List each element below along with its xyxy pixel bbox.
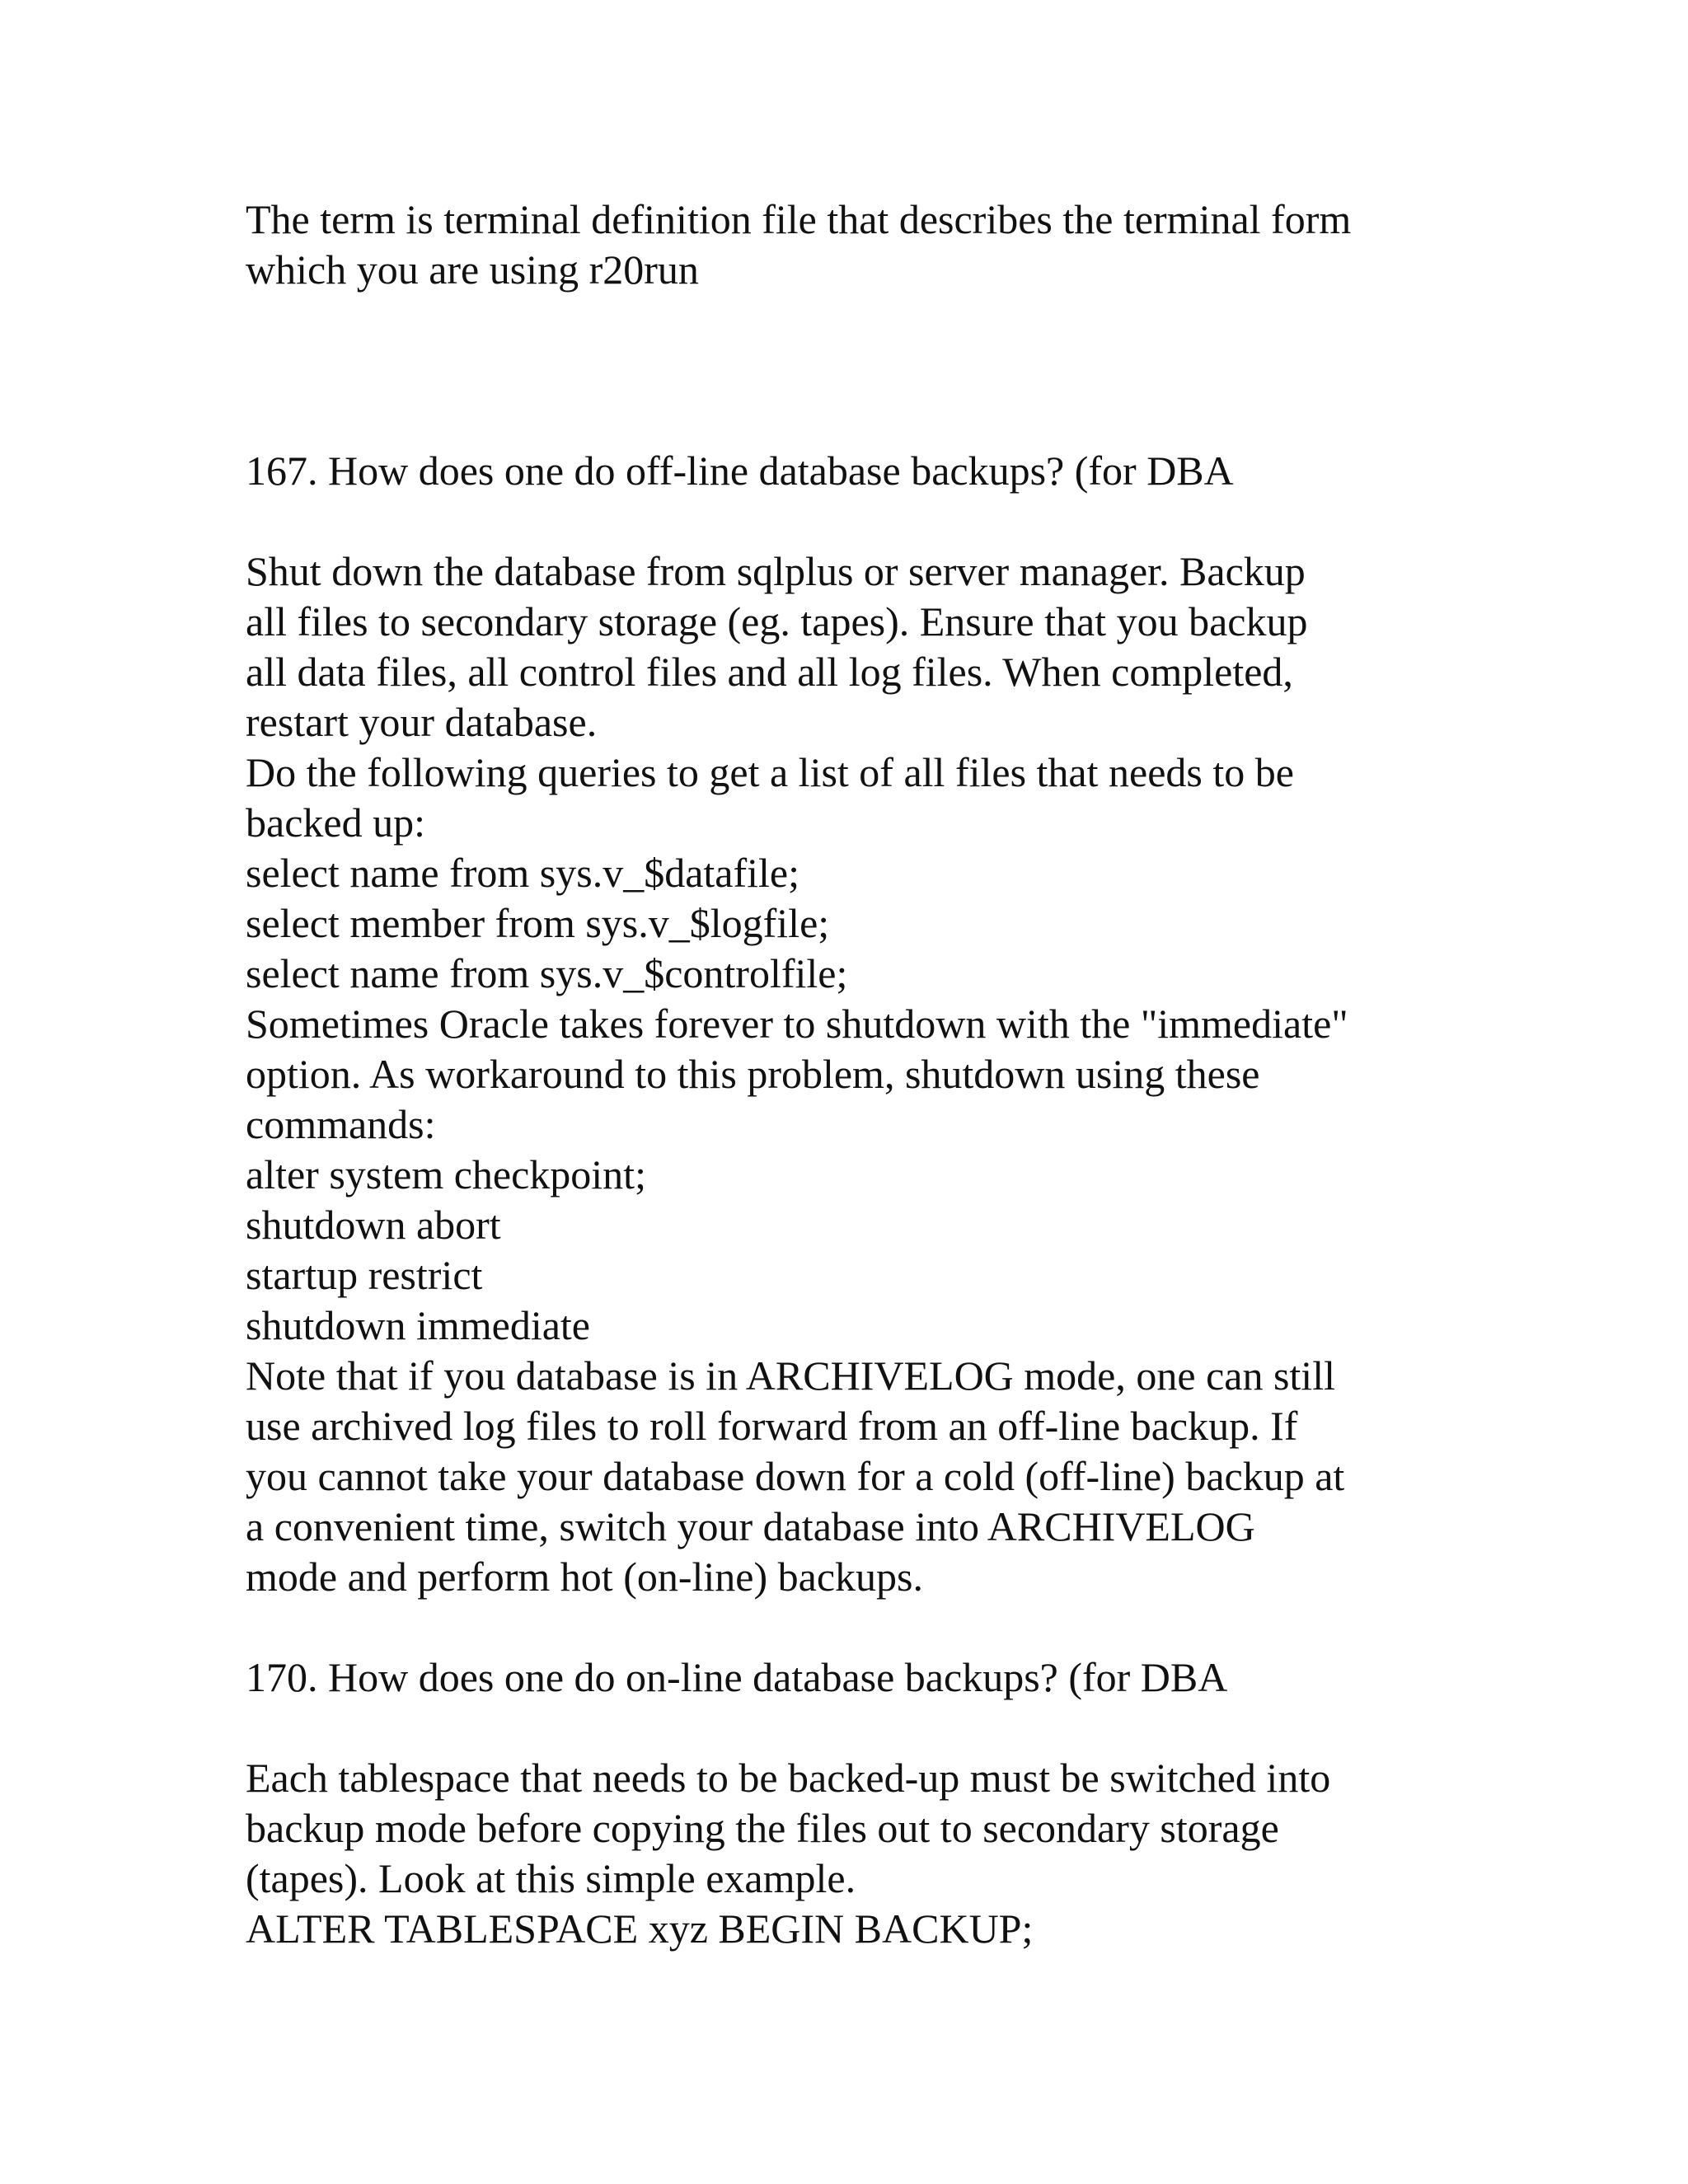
sql-command-line: ALTER TABLESPACE xyz BEGIN BACKUP; [246, 1905, 1034, 1952]
answer-167-line: Sometimes Oracle takes forever to shutdown with the "immediate" [246, 1001, 1348, 1047]
answer-167-line: commands: [246, 1101, 436, 1147]
question-170-heading: 170. How does one do on-line database backups? (for DBA [246, 1654, 1228, 1700]
spacer [246, 496, 1465, 546]
sql-query-line: select name from sys.v_$datafile; [246, 850, 799, 896]
answer-167-line: all files to secondary storage (eg. tapes). Ensure that you backup [246, 598, 1308, 644]
answer-170-line: backup mode before copying the files out to secondary storage [246, 1805, 1279, 1851]
answer-167-line: a convenient time, switch your database into ARCHIVELOG [246, 1503, 1255, 1549]
sql-query-line: select member from sys.v_$logfile; [246, 900, 830, 946]
answer-167-line: Shut down the database from sqlplus or server manager. Backup [246, 548, 1306, 594]
answer-167-line: use archived log files to roll forward from an off-line backup. If [246, 1403, 1298, 1449]
command-line: shutdown abort [246, 1202, 501, 1248]
intro-paragraph [246, 194, 1465, 295]
sql-query-line: select name from sys.v_$controlfile; [246, 950, 848, 996]
document-body [246, 194, 1465, 1954]
intro-line: The term is terminal definition file that describes the terminal form [246, 196, 1352, 242]
answer-167-line: Note that if you database is in ARCHIVELOG mode, one can still [246, 1352, 1335, 1399]
answer-170-line: (tapes). Look at this simple example. [246, 1855, 856, 1901]
question-170-section [246, 1652, 1465, 1954]
answer-167-line: you cannot take your database down for a cold (off-line) backup at [246, 1453, 1345, 1499]
answer-167-line: mode and perform hot (on-line) backups. [246, 1554, 923, 1600]
answer-167-line: all data files, all control files and all log files. When completed, [246, 649, 1293, 695]
answer-167-line: backed up: [246, 799, 425, 846]
spacer [246, 295, 1465, 446]
command-line: startup restrict [246, 1252, 483, 1298]
spacer [246, 1703, 1465, 1753]
question-167-heading: 167. How does one do off-line database backups? (for DBA [246, 448, 1234, 494]
intro-line: which you are using r20run [246, 246, 699, 293]
answer-167-line: option. As workaround to this problem, shutdown using these [246, 1051, 1260, 1097]
answer-167-line: restart your database. [246, 699, 598, 745]
answer-170-line: Each tablespace that needs to be backed-up must be switched into [246, 1755, 1331, 1801]
spacer [246, 1602, 1465, 1652]
answer-167-line: Do the following queries to get a list of all files that needs to be [246, 749, 1294, 795]
command-line: alter system checkpoint; [246, 1151, 646, 1197]
question-167-section [246, 446, 1465, 1602]
command-line: shutdown immediate [246, 1302, 590, 1348]
